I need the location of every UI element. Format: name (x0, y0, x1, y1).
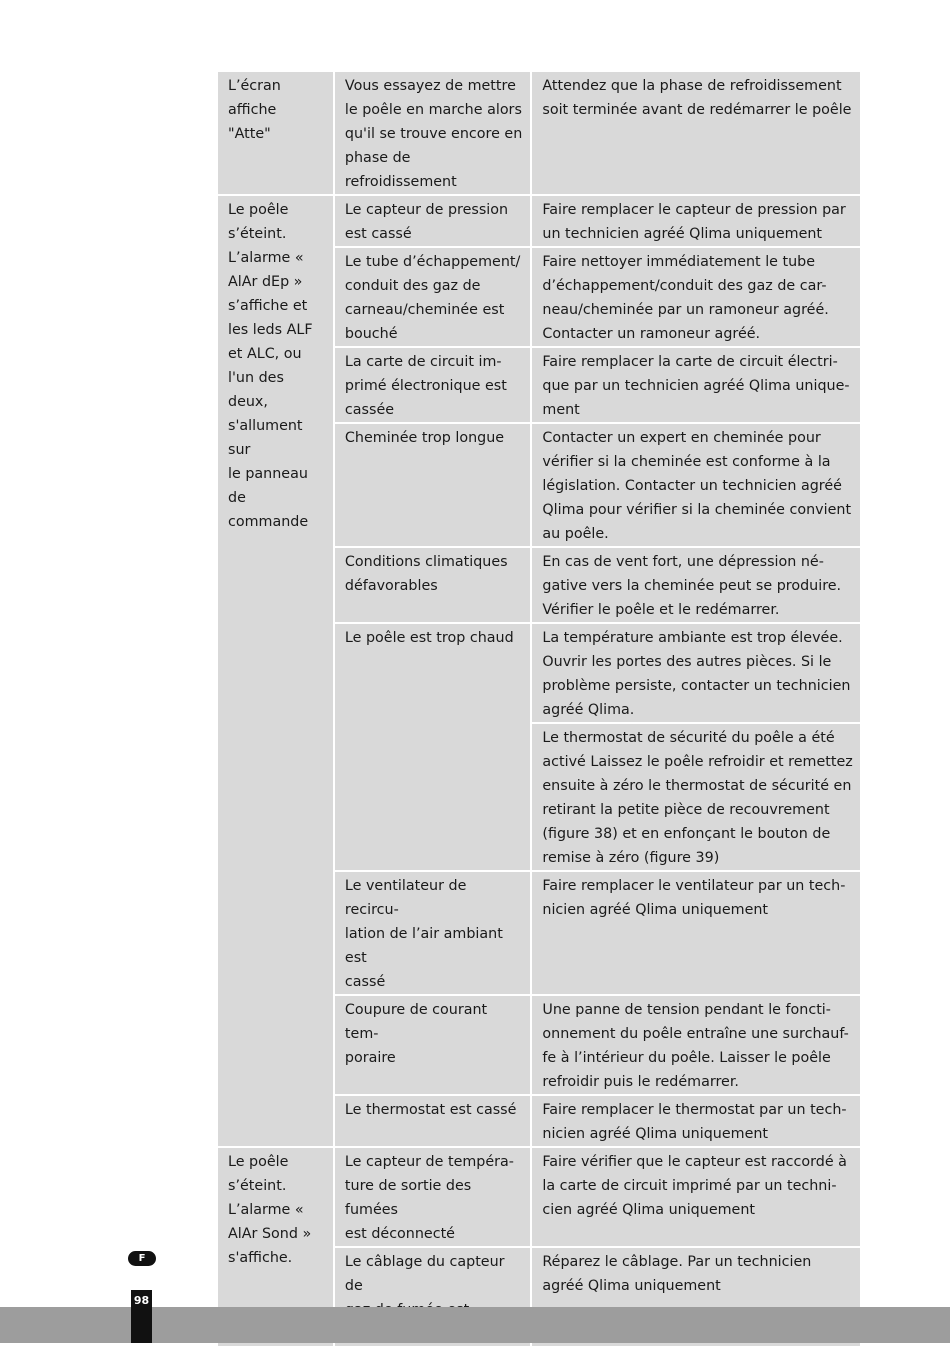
cause-cell (335, 624, 530, 870)
cause-text: Le câblage du capteur de (344, 1254, 505, 1294)
solution-cell (532, 996, 860, 1094)
cause-text: Coupure de courant tem- poraire (344, 1002, 488, 1066)
solution-cell (532, 72, 860, 194)
symptom-cell (218, 72, 333, 194)
symptom-text: Le poêle s’éteint. L’alarme « AlAr Sond » s'affiche. (228, 1154, 312, 1266)
language-badge: F (128, 1251, 156, 1266)
solution-cell (532, 348, 860, 422)
solution-cell (532, 872, 860, 994)
table-row (218, 1148, 860, 1246)
solution-text: En cas de vent fort, une dépression né- gative vers la cheminée peut se produire. Vérifier le poêle et le redémarrer. (542, 554, 842, 618)
symptom-cell (218, 196, 333, 1146)
cause-cell (335, 72, 530, 194)
cause-text: Le capteur de tempéra- ture de sortie des fumées est déconnecté (344, 1154, 514, 1242)
cause-cell (335, 348, 530, 422)
solution-text: Une panne de tension pendant le foncti- onnement du poêle entraîne une surchauf- fe à l’intérieur du poêle. Laisser le poêle refroidir puis le redémarrer. (542, 1002, 849, 1090)
solution-cell (532, 1096, 860, 1146)
solution-text: Faire vérifier que le capteur est raccordé à la carte de circuit imprimé par un techni- cien agréé Qlima uniquement (542, 1154, 847, 1218)
solution-cell (532, 1148, 860, 1246)
cause-text: Conditions climatiques défavorables (344, 554, 508, 594)
table-row (218, 196, 860, 246)
cause-cell (335, 1096, 530, 1146)
cause-text: Le capteur de pression est cassé (344, 202, 509, 242)
solution-text: Faire remplacer le capteur de pression par un technicien agréé Qlima uniquement (542, 202, 846, 242)
cause-cell (335, 248, 530, 346)
cause-text: Le tube d’échappement/ conduit des gaz de carneau/cheminée est bouché (344, 254, 521, 342)
symptom-text: L’écran affiche "Atte" (228, 78, 281, 142)
solution-text: Le thermostat de sécurité du poêle a été activé Laissez le poêle refroidir et remettez ensuite à zéro le thermostat de sécurité en retirant la petite pièce de recouvrement (figure 38) et en enfonçant le bouton de remise à zéro (figure 39) (542, 730, 853, 866)
cause-cell (335, 1148, 530, 1246)
cause-text: Vous essayez de mettre le poêle en marche alors qu'il se trouve encore en phase de refroidissement (344, 78, 523, 190)
solution-text: Contacter un expert en cheminée pour vérifier si la cheminée est conforme à la législation. Contacter un technicien agréé Qlima pour vérifier si la cheminée convient au poêle. (542, 430, 852, 542)
cause-cell (335, 196, 530, 246)
solution-text: Attendez que la phase de refroidissement soit terminée avant de redémarrer le poêle (542, 78, 852, 118)
cause-text: Le thermostat est cassé (344, 1102, 517, 1118)
cause-cell (335, 872, 530, 994)
solution-cell (532, 424, 860, 546)
solution-text: Faire remplacer la carte de circuit électri- que par un technicien agréé Qlima unique- ment (542, 354, 850, 418)
solution-cell (532, 724, 860, 870)
solution-text: La température ambiante est trop élevée. Ouvrir les portes des autres pièces. Si le problème persiste, contacter un technicien agréé Qlima. (542, 630, 851, 718)
solution-cell (532, 196, 860, 246)
table-row (218, 72, 860, 194)
solution-text: Réparez le câblage. Par un technicien agréé Qlima uniquement (542, 1254, 812, 1294)
cause-text: Le ventilateur de recircu- lation de l’air ambiant est cassé (344, 878, 503, 990)
symptom-text: Le poêle s’éteint. L’alarme « AlAr dEp » s’affiche et les leds ALF et ALC, ou l'un des deux, s'allument sur le panneau de commande (228, 202, 313, 530)
solution-cell (532, 624, 860, 722)
cause-cell (335, 548, 530, 622)
solution-text: Faire remplacer le thermostat par un tech- nicien agréé Qlima uniquement (542, 1102, 847, 1142)
troubleshooting-table (216, 70, 862, 1348)
cause-text: Cheminée trop longue (344, 430, 505, 446)
cause-cell (335, 996, 530, 1094)
solution-cell (532, 248, 860, 346)
cause-cell (335, 424, 530, 546)
solution-cell (532, 548, 860, 622)
troubleshooting-table-body (218, 72, 860, 1346)
page-number: 98 (131, 1290, 152, 1343)
cause-text: Le poêle est trop chaud (344, 630, 514, 646)
solution-text: Faire nettoyer immédiatement le tube d’échappement/conduit des gaz de car- neau/cheminée par un ramoneur agréé. Contacter un ramoneur agréé. (542, 254, 829, 342)
cause-text: La carte de circuit im- primé électronique est cassée (344, 354, 507, 418)
solution-text: Faire remplacer le ventilateur par un tech- nicien agréé Qlima uniquement (542, 878, 846, 918)
